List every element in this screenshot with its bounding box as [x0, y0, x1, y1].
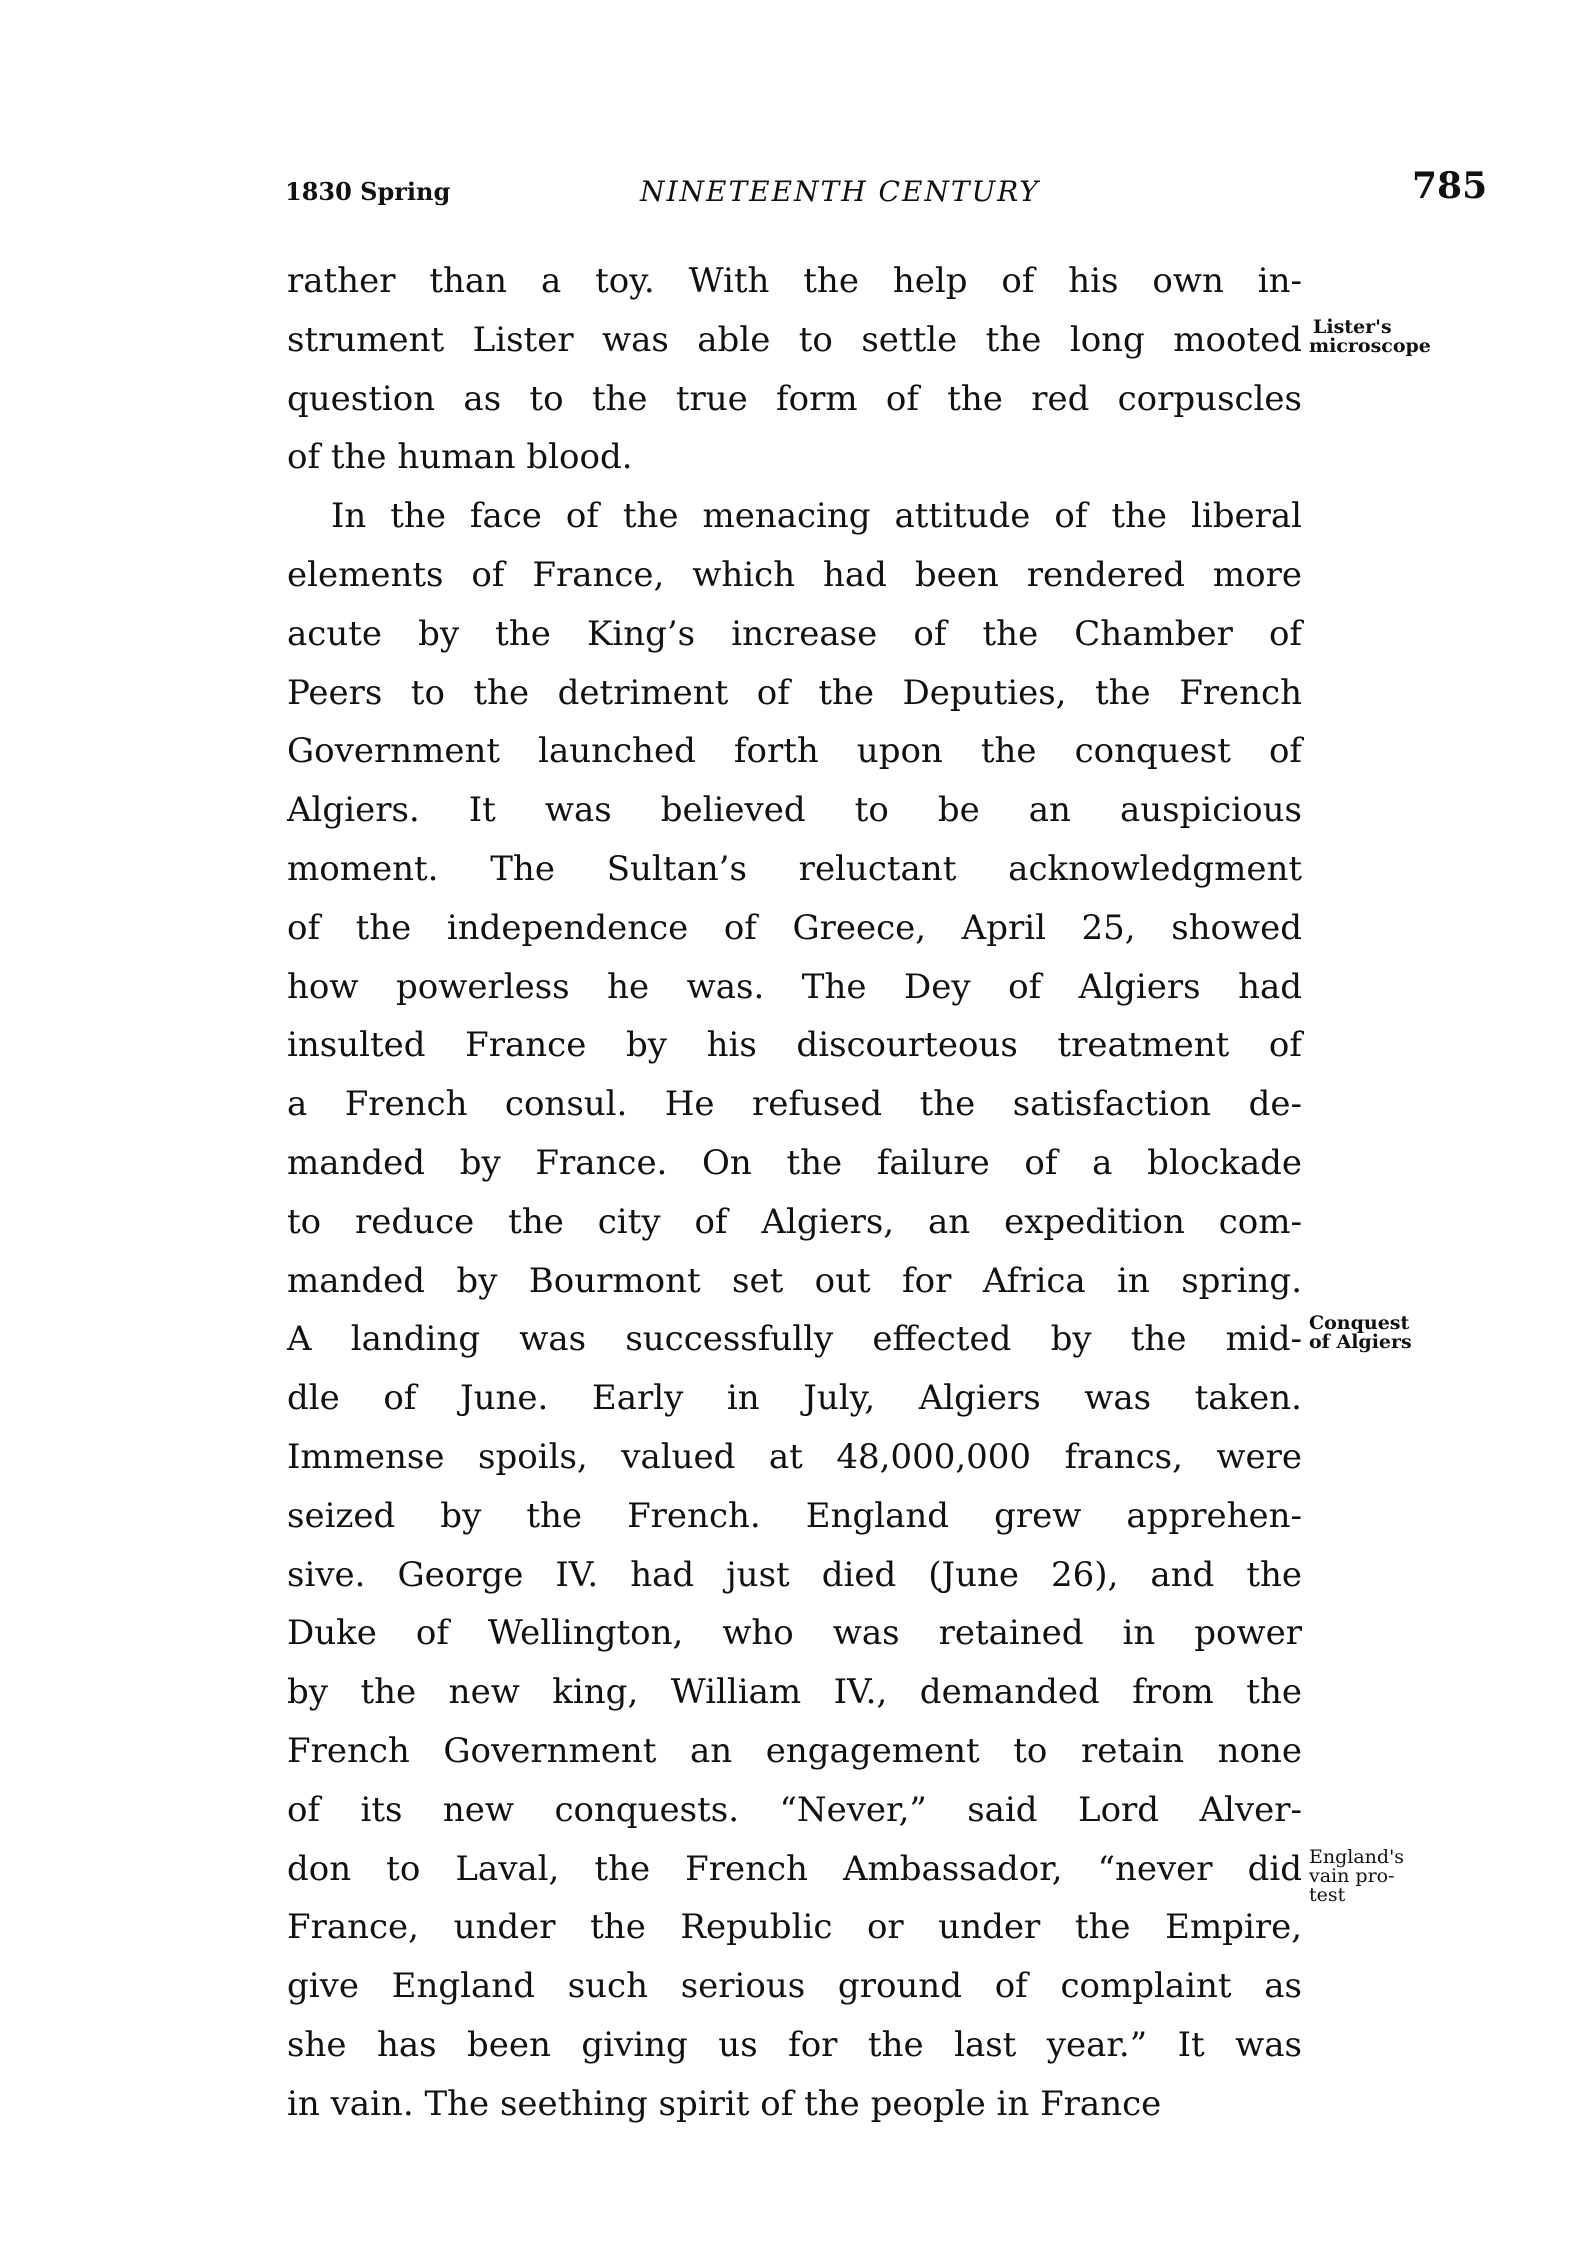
text-line: Immense spoils, valued at 48,000,000 francs, were [287, 1436, 1302, 1477]
text-line: In the face of the menacing attitude of the liberal [331, 496, 1302, 537]
text-line: A landing was successfully effected by the mid- [287, 1319, 1302, 1360]
text-line: of the independence of Greece, April 25, showed [287, 907, 1302, 948]
text-line: manded by Bourmont set out for Africa in spring. [287, 1260, 1302, 1301]
margin-note-line: test [1309, 1884, 1346, 1906]
text-line: sive. George IV. had just died (June 26), and the [287, 1554, 1302, 1595]
text-line: how powerless he was. The Dey of Algiers had [287, 966, 1302, 1007]
margin-note-line: England's [1309, 1846, 1405, 1868]
text-line: elements of France, which had been rendered more [287, 554, 1302, 595]
text-line: of the human blood. [287, 437, 633, 478]
text-line: question as to the true form of the red corpuscles [287, 378, 1302, 419]
margin-note-line: vain pro- [1309, 1865, 1395, 1887]
text-line: strument Lister was able to settle the long mooted [287, 319, 1302, 360]
margin-note-line: of Algiers [1309, 1331, 1412, 1353]
text-line: a French consul. He refused the satisfaction de- [287, 1084, 1302, 1125]
text-line: to reduce the city of Algiers, an expedition com- [287, 1201, 1302, 1242]
margin-note-line: Conquest [1309, 1312, 1410, 1334]
text-line: moment. The Sultan’s reluctant acknowledgment [287, 848, 1302, 889]
margin-note-listers-microscope [1309, 318, 1431, 356]
margin-note-englands-vain-protest [1309, 1848, 1404, 1905]
text-line: manded by France. On the failure of a blockade [287, 1142, 1302, 1183]
text-line: she has been giving us for the last year.” It was [287, 2024, 1302, 2065]
text-line: give England such serious ground of complaint as [287, 1966, 1302, 2007]
text-line: Peers to the detriment of the Deputies, the French [287, 672, 1302, 713]
text-line: dle of June. Early in July, Algiers was taken. [287, 1378, 1302, 1419]
text-line: don to Laval, the French Ambassador, “never did [287, 1848, 1302, 1889]
text-line: in vain. The seething spirit of the people in France [287, 2083, 1162, 2124]
margin-note-line: microscope [1309, 335, 1431, 357]
text-line: by the new king, William IV., demanded from the [287, 1672, 1302, 1713]
text-line: insulted France by his discourteous treatment of [287, 1025, 1302, 1066]
text-line: Duke of Wellington, who was retained in power [287, 1613, 1302, 1654]
text-line: French Government an engagement to retain none [287, 1730, 1302, 1771]
running-head-title: NINETEENTH CENTURY [640, 175, 1040, 208]
text-line: rather than a toy. With the help of his own in- [287, 261, 1302, 301]
text-line: France, under the Republic or under the Empire, [287, 1907, 1302, 1948]
margin-note-conquest-of-algiers [1309, 1314, 1412, 1352]
text-line: Government launched forth upon the conquest of [287, 731, 1302, 772]
body-text [287, 252, 1302, 2134]
text-line: acute by the King’s increase of the Chamber of [287, 613, 1302, 654]
page-number: 785 [1412, 165, 1488, 207]
text-line: Algiers. It was believed to be an auspicious [287, 790, 1302, 831]
margin-note-line: Lister's [1313, 316, 1392, 338]
text-line: seized by the French. England grew apprehen- [287, 1495, 1302, 1536]
text-line: of its new conquests. “Never,” said Lord Alver- [287, 1789, 1302, 1830]
running-head-date: 1830 Spring [285, 177, 451, 206]
